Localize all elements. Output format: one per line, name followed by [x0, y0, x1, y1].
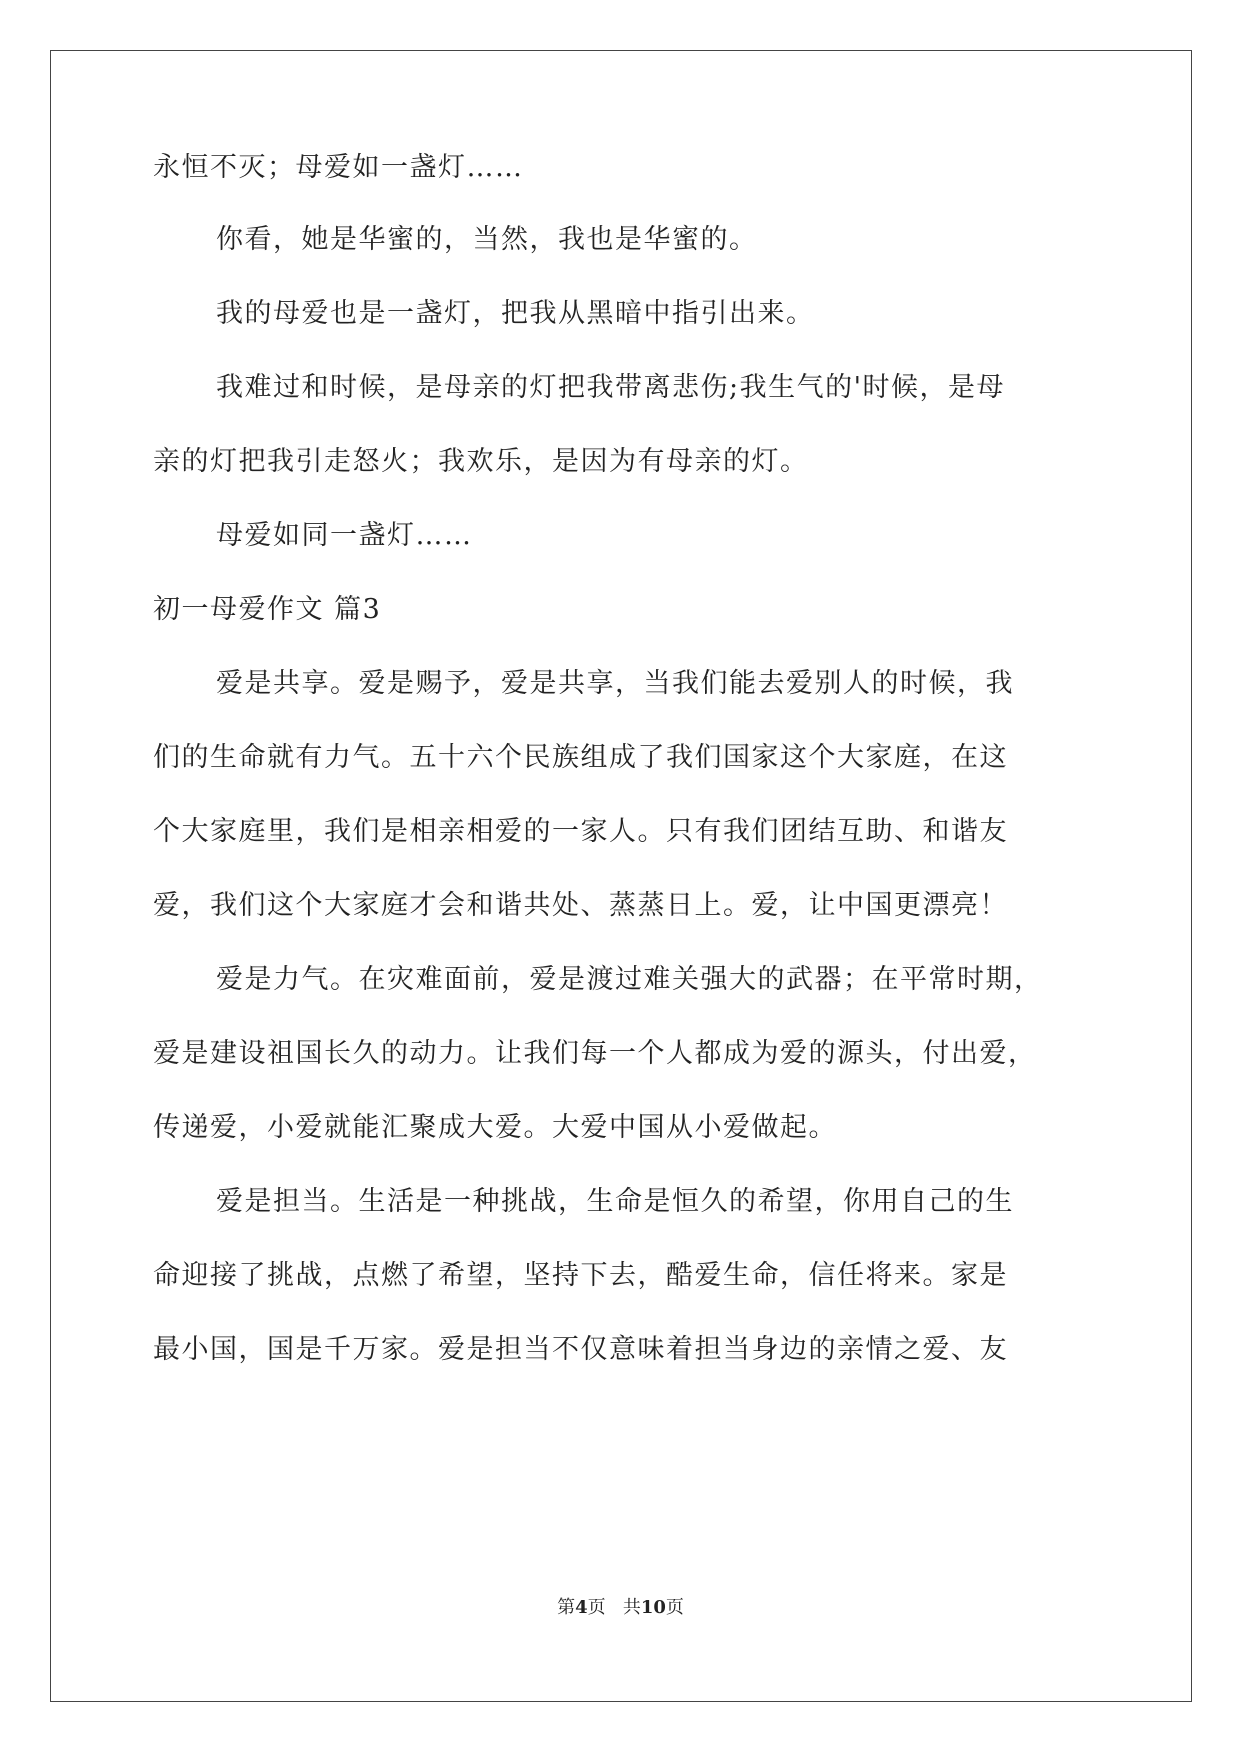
paragraph-5-line-1: 爱是共享。爱是赐予，爱是共享，当我们能去爱别人的时候，我	[216, 668, 1014, 699]
total-pages-number: 10	[640, 1597, 666, 1618]
paragraph-7-line-1: 爱是担当。生活是一种挑战，生命是恒久的希望，你用自己的生	[216, 1186, 1014, 1217]
paragraph-6-line-3: 传递爱，小爱就能汇聚成大爱。大爱中国从小爱做起。	[153, 1112, 837, 1143]
paragraph-3-line-2: 亲的灯把我引走怒火；我欢乐，是因为有母亲的灯。	[153, 446, 809, 477]
text-line-1: 永恒不灭；母爱如一盏灯……	[153, 152, 524, 183]
page-footer	[0, 1596, 1241, 1620]
paragraph-7-line-2: 命迎接了挑战，点燃了希望，坚持下去，酷爱生命，信任将来。家是	[153, 1260, 1008, 1291]
footer-total-label: 页	[665, 1597, 684, 1618]
paragraph-1: 你看，她是华蜜的，当然，我也是华蜜的。	[216, 224, 758, 255]
paragraph-5-line-3: 个大家庭里，我们是相亲相爱的一家人。只有我们团结互助、和谐友	[153, 816, 1008, 847]
paragraph-6-line-2: 爱是建设祖国长久的动力。让我们每一个人都成为爱的源头，付出爱，	[153, 1038, 1037, 1069]
paragraph-5-line-2: 们的生命就有力气。五十六个民族组成了我们国家这个大家庭，在这	[153, 742, 1008, 773]
footer-page-label: 页	[587, 1597, 606, 1618]
section-heading: 初一母爱作文 篇3	[153, 594, 382, 625]
footer-total-prefix: 共	[622, 1597, 641, 1618]
paragraph-2: 我的母爱也是一盏灯，把我从黑暗中指引出来。	[216, 298, 815, 329]
paragraph-7-line-3: 最小国，国是千万家。爱是担当不仅意味着担当身边的亲情之爱、友	[153, 1334, 1008, 1365]
paragraph-4: 母爱如同一盏灯……	[216, 520, 473, 551]
paragraph-5-line-4: 爱，我们这个大家庭才会和谐共处、蒸蒸日上。爱，让中国更漂亮！	[153, 890, 1008, 921]
paragraph-3-line-1: 我难过和时候，是母亲的灯把我带离悲伤;我生气的'时候，是母	[216, 372, 1006, 403]
paragraph-6-line-1: 爱是力气。在灾难面前，爱是渡过难关强大的武器；在平常时期，	[216, 964, 1043, 995]
current-page-number: 4	[575, 1597, 588, 1618]
footer-prefix: 第	[557, 1597, 576, 1618]
